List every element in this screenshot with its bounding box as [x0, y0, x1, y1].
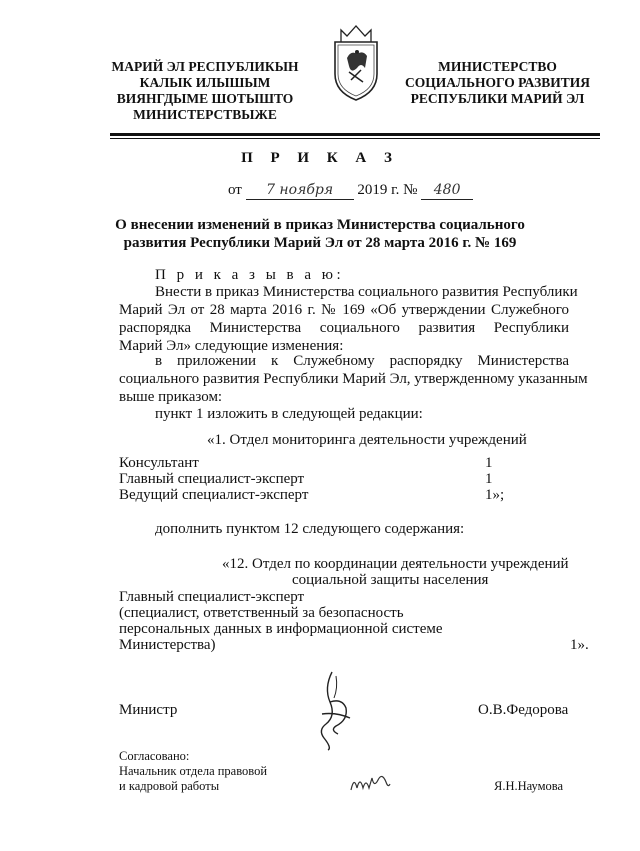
date-handwritten: 7 ноября [246, 182, 354, 200]
title-line-2: развития Республики Марий Эл от 28 марта 2016 г. № 169 [123, 235, 517, 251]
section-12-line-1: Главный специалист-эксперт [119, 589, 305, 605]
section-1-row-1-position: Консультант [119, 455, 199, 471]
header-left-line-2: КАЛЫК ИЛЫШЫМ [139, 75, 271, 90]
section-12-line-2: (специалист, ответственный за безопасность [119, 605, 404, 621]
paragraph-2-line-3: выше приказом: [119, 389, 223, 405]
approver-signature-icon [348, 768, 392, 796]
section-1-row-3-count: 1»; [485, 487, 505, 503]
header-right-russian [380, 59, 615, 107]
section-12-title-line-2: социальной защиты населения [292, 572, 489, 588]
document-type: П Р И К А З [241, 150, 399, 166]
section-1-row-2-count: 1 [485, 471, 493, 487]
signature-role: Министр [119, 702, 178, 718]
signature-name: О.В.Федорова [478, 702, 569, 718]
date-line [228, 182, 473, 200]
paragraph-3: пункт 1 изложить в следующей редакции: [155, 406, 423, 422]
header-rule-thick [110, 133, 600, 136]
header-rule-thin [110, 138, 600, 139]
section-1-row-3-position: Ведущий специалист-эксперт [119, 487, 309, 503]
date-prefix: от [228, 182, 242, 198]
minister-signature-icon [302, 668, 362, 752]
section-12-line-4: Министерства) [119, 637, 216, 653]
section-12-title-line-1: «12. Отдел по координации деятельности учреждений [222, 556, 569, 572]
title-line-1: О внесении изменений в приказ Министерства социального [115, 217, 525, 233]
year-text: 2019 г. № [357, 182, 418, 198]
section-12-line-3: персональных данных в информационной системе [119, 621, 443, 637]
paragraph-2-line-2: социального развития Республики Марий Эл, утвержденному указанным [119, 371, 588, 387]
header-left-line-1: МАРИЙ ЭЛ РЕСПУБЛИКЫН [111, 59, 299, 74]
coat-of-arms-icon [327, 22, 385, 104]
paragraph-2-line-1: в приложении к Служебному распорядку Министерства [155, 353, 569, 369]
header-left-marian [100, 59, 310, 123]
paragraph-1-line-2: Марий Эл от 28 марта 2016 г. № 169 «Об утверждении Служебного [119, 302, 569, 318]
paragraph-1-line-1: Внести в приказ Министерства социального развития Республики [155, 284, 578, 300]
approval-name: Я.Н.Наумова [494, 779, 564, 793]
header-right-line-1: МИНИСТЕРСТВО [438, 59, 557, 74]
number-handwritten: 480 [421, 182, 473, 200]
order-word: П р и к а з ы в а ю: [155, 267, 345, 283]
approval-role-line-1: Начальник отдела правовой [119, 764, 268, 778]
paragraph-1-line-4: Марий Эл» следующие изменения: [119, 338, 344, 354]
header-right-line-2: СОЦИАЛЬНОГО РАЗВИТИЯ [405, 75, 590, 90]
section-1-row-2-position: Главный специалист-эксперт [119, 471, 305, 487]
header-right-line-3: РЕСПУБЛИКИ МАРИЙ ЭЛ [410, 91, 585, 106]
section-1-row-1-count: 1 [485, 455, 493, 471]
approval-role-line-2: и кадровой работы [119, 779, 220, 793]
document-title [0, 216, 640, 252]
section-12-count: 1». [570, 637, 589, 653]
paragraph-4: дополнить пунктом 12 следующего содержания: [155, 521, 465, 537]
section-1-title: «1. Отдел мониторинга деятельности учреждений [207, 432, 527, 448]
approval-label: Согласовано: [119, 749, 190, 763]
header-left-line-3: ВИЯНГДЫМЕ ШОТЫШТО [116, 91, 294, 106]
paragraph-1-line-3: распорядка Министерства социального развития Республики [119, 320, 569, 336]
header-left-line-4: МИНИСТЕРСТВЫЖЕ [133, 107, 277, 122]
